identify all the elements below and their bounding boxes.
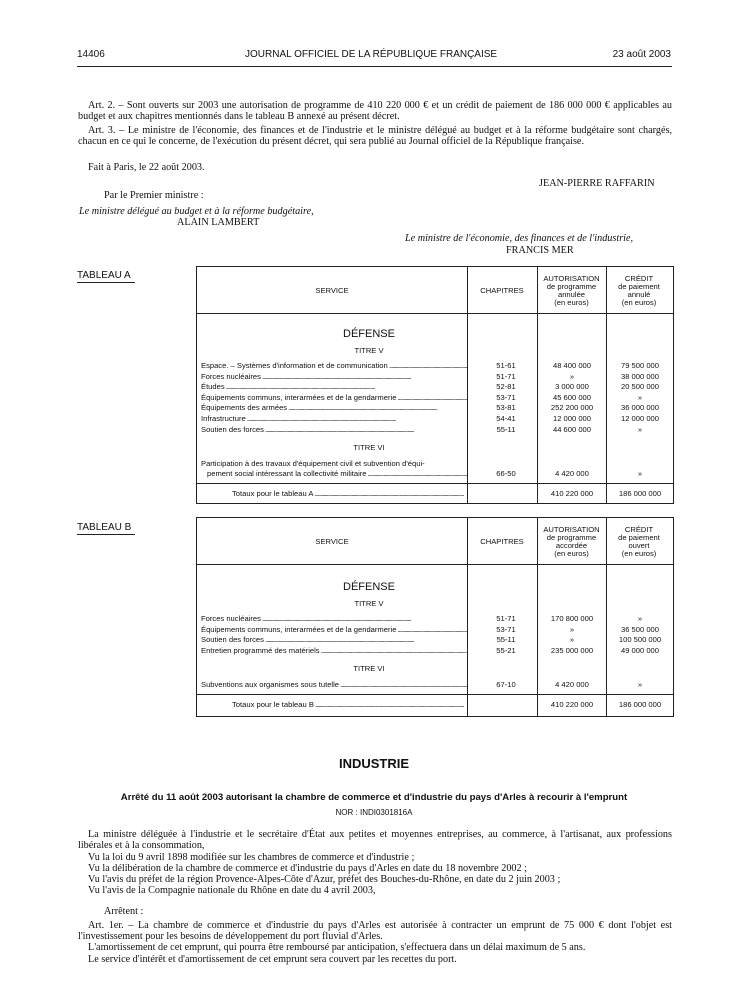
titre-v: TITRE V [354,599,384,608]
signatory-pm: JEAN-PIERRE RAFFARIN [539,178,655,189]
article-2: Art. 2. – Sont ouverts sur 2003 une autorisation de programme de 410 220 000 € et un crédit de paiement de 186 000 000 € applicables au budget et aux chapitres mentionnés dans le tableau B annexé au présent décret. [78,100,672,122]
row-autorisation: 170 800 000 [550,614,594,623]
arrete-title: Arrêté du 11 août 2003 autorisant la chambre de commerce et d'industrie du pays d'Arles à recourir à l'emprunt [120,792,628,803]
header-service: SERVICE [315,537,349,546]
row-chapitre: 54-41 [496,414,516,423]
row-autorisation: 252 200 000 [550,403,594,413]
row-autorisation: 45 600 000 [552,392,591,402]
table-row [197,372,673,382]
row-credit: 49 000 000 [620,645,659,655]
row-autorisation: 235 000 000 [550,645,594,655]
row-label: Études ..... [201,382,468,391]
row-chapitre: 52-81 [496,382,516,392]
row-credit: » [637,392,643,402]
done-at: Fait à Paris, le 22 août 2003. [88,162,205,173]
arretent: Arrêtent : [104,906,144,917]
section-defense: DÉFENSE [343,581,395,593]
row-autorisation: » [569,371,575,381]
minister-budget-name: ALAIN LAMBERT [177,217,260,228]
row-credit: » [637,614,643,623]
titre-vi: TITRE VI [353,664,385,673]
header-rule [77,66,672,67]
table-row [197,382,673,392]
row-label: Forces nucléaires ..... [201,372,468,381]
row-label: Espace. – Systèmes d'information et de communication ..... [201,361,468,370]
row-chapitre: 55-21 [496,645,516,655]
table-row [197,625,673,635]
tableau-b-label: TABLEAU B [77,522,135,535]
total-row: Totaux pour le tableau B ..... 410 220 000 186 000 000 [197,700,673,710]
header-credit: CRÉDIT de paiement ouvert (en euros) [618,525,660,558]
header-credit: CRÉDIT de paiement annulé (en euros) [618,274,660,307]
page-header [77,49,671,63]
row-autorisation: » [569,624,575,634]
row-credit: » [637,424,643,434]
row-label: Forces nucléaires ..... [201,614,468,623]
row-autorisation: 44 600 000 [552,424,591,434]
header-autorisation: AUTORISATION de programme accordée (en euros) [543,525,600,558]
minister-economy-title: Le ministre de l'économie, des finances et de l'industrie, [405,233,634,244]
total-row: Totaux pour le tableau A ..... 410 220 000 186 000 000 [197,489,673,499]
header-chapitres: CHAPITRES [480,286,524,295]
header-autorisation: AUTORISATION de programme annulée (en euros) [543,274,600,307]
by-pm: Par le Premier ministre : [104,190,204,201]
row-chapitre: 55-11 [496,424,516,434]
minister-budget-title: Le ministre délégué au budget et à la réforme budgétaire, [79,206,314,217]
paragraph-service: Le service d'intérêt et d'amortissement de cet emprunt sera couvert par les recettes du port. [88,954,457,965]
article-1: Art. 1er. – La chambre de commerce et d'industrie du pays d'Arles est autorisée à contracter un emprunt de 75 000 € dont l'objet est l'investissement pour les besoins de développement du port fluvial d'Arles. [78,920,672,942]
row-credit: 36 500 000 [620,624,659,634]
vu-list: Vu la loi du 9 avril 1898 modifiée sur les chambres de commerce et d'industrie ; Vu la délibération de la chambre de commerce et d'industrie du pays d'Arles en date du 18 novembre 2002 ; Vu l'avis du préfet de la région Provence-Alpes-Côte d'Azur, préfet des Bouches-du-Rhône, en date du 2 juin 2003 ; Vu l'avis de la Compagnie nationale du Rhône en date du 4 avril 2003, [88,852,561,896]
tableau-a [196,266,674,504]
row-chapitre: 53-71 [496,624,516,634]
header-chapitres: CHAPITRES [480,537,524,546]
row-credit: 12 000 000 [620,414,659,423]
row-credit: 100 500 000 [618,635,662,645]
titre-vi: TITRE VI [353,443,385,452]
row-autorisation: 3 000 000 [555,382,589,392]
table-row: pement social intéressant la collectivité militaire ..... 66-50 4 420 000 » [197,469,673,479]
row-credit: 79 500 000 [620,361,659,370]
row-credit: 20 500 000 [620,382,659,392]
row-label: Équipements communs, interarmées et de la gendarmerie ..... [201,625,468,634]
row-autorisation: 12 000 000 [552,414,591,423]
row-chapitre: 51-71 [496,614,516,623]
table-row [197,403,673,413]
article-3: Art. 3. – Le ministre de l'économie, des finances et de l'industrie et le ministre délégué au budget et à la réforme budgétaire sont chargés, chacun en ce qui le concerne, de l'exécution du présent décret, qui sera publié au Journal officiel de la République française. [78,125,672,147]
journal-title: JOURNAL OFFICIEL DE LA RÉPUBLIQUE FRANÇAISE [245,49,498,60]
table-row: Subventions aux organismes sous tutelle ..... 67-10 4 420 000 » [197,680,673,690]
row-label: Entretien programmé des matériels ..... [201,646,468,655]
row-label: Soutien des forces ..... [201,635,468,644]
row-label: Équipements communs, interarmées et de la gendarmerie ..... [201,393,468,402]
table-row [197,614,673,624]
table-row [197,361,673,371]
table-row [197,425,673,435]
section-defense: DÉFENSE [343,328,395,340]
table-row [197,414,673,424]
row-autorisation: » [569,635,575,645]
tableau-b [196,517,674,717]
minister-economy-name: FRANCIS MER [506,245,574,256]
nor-reference: NOR : INDI0301816A [335,808,413,817]
header-service: SERVICE [315,286,349,295]
row-credit: 38 000 000 [620,371,659,381]
intro-paragraph: La ministre déléguée à l'industrie et le secrétaire d'État aux petites et moyennes entreprises, au commerce, à l'artisanat, aux professions libérales et à la consommation, [78,829,672,851]
table-row [197,635,673,645]
row-label: Infrastructure ..... [201,414,468,423]
row-chapitre: 55-11 [496,635,516,645]
section-heading: INDUSTRIE [338,756,410,771]
row-chapitre: 53-81 [496,403,516,413]
row-chapitre: 53-71 [496,392,516,402]
row-label: Soutien des forces ..... [201,425,468,434]
tableau-a-label: TABLEAU A [77,270,135,283]
paragraph-amortissement: L'amortissement de cet emprunt, qui pourra être remboursé par anticipation, s'effectuera dans un délai maximum de 5 ans. [88,942,586,953]
issue-date: 23 août 2003 [612,49,671,60]
row-label: Équipements des armées ..... [201,403,468,412]
table-row: Participation à des travaux d'équipement civil et subvention d'équi- [201,459,425,468]
row-chapitre: 51-71 [496,371,516,381]
row-autorisation: 48 400 000 [552,361,591,370]
titre-v: TITRE V [354,346,384,355]
table-row [197,393,673,403]
row-credit: 36 000 000 [620,403,659,413]
row-chapitre: 51-61 [496,361,516,370]
page-number: 14406 [77,49,105,60]
table-row [197,646,673,656]
